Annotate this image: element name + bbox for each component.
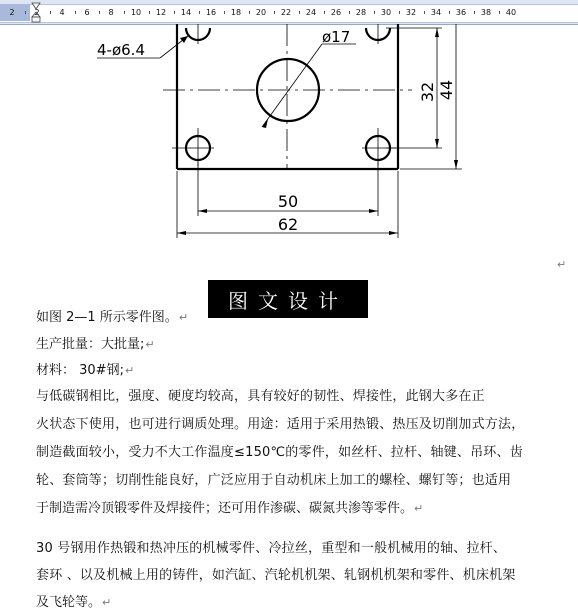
- dim50-arrow-left: [198, 209, 207, 213]
- ruler-minor-tick: [349, 11, 350, 14]
- dim32-label: 32: [418, 81, 437, 103]
- dim50-arrow-right: [369, 209, 378, 213]
- ruler-minor-tick: [399, 11, 400, 14]
- ruler-tick-label: 4: [59, 8, 65, 17]
- body2-line-1: 30 号钢用作热锻和热冲压的机械零件、冷拉丝，重型和一般机械用的轴、拉杆、: [36, 541, 507, 556]
- body1-line-1: 与低碳钢相比，强度、硬度均较高，具有较好的韧性、焊接性，此钢大多在正: [36, 389, 485, 404]
- ruler-tick-label: 24: [305, 8, 317, 17]
- ruler-minor-tick: [149, 11, 150, 14]
- body1-line-4: 轮、套筒等；切削性能良好，广泛应用于自动机床上加工的螺栓、螺钉等；也适用: [36, 473, 512, 488]
- dim44-label: 44: [437, 79, 456, 101]
- ruler-minor-tick: [299, 11, 300, 14]
- ruler-tick-label: 38: [480, 8, 492, 17]
- dim62-arrow-left: [177, 231, 186, 235]
- ruler-minor-tick: [424, 11, 425, 14]
- ruler-tick-label: 2: [34, 8, 40, 17]
- ruler-minor-tick: [25, 11, 26, 14]
- intro-material-text: 材料： 30#钢;: [36, 363, 124, 378]
- intro-line-figure: [36, 306, 188, 325]
- body2-line-2: 套环 、以及机械上用的铸件，如汽缸、汽轮机机架、轧钢机机架和零件、机床机架: [36, 568, 516, 583]
- section-banner: 图文设计: [208, 280, 368, 318]
- ruler-tick-label: 40: [505, 8, 517, 17]
- paragraph-mark: ↵: [414, 502, 424, 515]
- paragraph-mark: ↵: [124, 364, 135, 377]
- ruler-tick-label: 2: [9, 8, 15, 17]
- dim62-label: 62: [277, 215, 299, 234]
- dim50-label: 50: [277, 192, 299, 211]
- body2-line-3-wrap: [36, 591, 111, 610]
- ruler-minor-tick: [374, 11, 375, 14]
- dim44-arrow-bottom: [454, 160, 458, 169]
- ruler-tick-label: 36: [455, 8, 467, 17]
- ruler-tick-label: 16: [205, 8, 217, 17]
- dim32-arrow-top: [435, 28, 439, 37]
- body1-line-5-wrap: [36, 497, 423, 516]
- horizontal-ruler[interactable]: [0, 0, 578, 25]
- ruler-minor-tick: [474, 11, 475, 14]
- center-hole-arrow: [262, 119, 268, 128]
- hole-leader-arrow: [180, 36, 188, 43]
- ruler-minor-tick: [75, 11, 76, 14]
- ruler-tick-label: 8: [108, 8, 114, 17]
- ruler-tick-label: 6: [84, 8, 90, 17]
- body1-line-5: 于制造需冷顶锻零件及焊接件；还可用作渗碳、碳氮共渗等零件。: [36, 501, 414, 516]
- intro-figure-text: 如图 2—1 所示零件图。: [36, 310, 178, 325]
- body1-line-3: 制造截面较小，受力不大工作温度≤150℃的零件，如丝杆、拉杆、轴键、吊环、齿: [36, 445, 523, 460]
- ruler-tick-label: 22: [280, 8, 292, 17]
- ruler-tick-label: 12: [155, 8, 167, 17]
- ruler-tick-label: 32: [405, 8, 417, 17]
- ruler-tick-label: 28: [355, 8, 367, 17]
- ruler-tick-label: 10: [130, 8, 142, 17]
- dim32-arrow-bottom: [435, 139, 439, 148]
- body1-line-2: 火状态下使用，也可进行调质处理。用途：适用于采用热锻、热压及切削加式方法，: [36, 417, 525, 432]
- ruler-minor-tick: [224, 11, 225, 14]
- ruler-minor-tick: [99, 11, 100, 14]
- ruler-minor-tick: [499, 11, 500, 14]
- ruler-tick-label: 26: [330, 8, 342, 17]
- ruler-tick-label: 30: [380, 8, 392, 17]
- paragraph-mark: ↵: [557, 258, 567, 271]
- paragraph-mark: ↵: [102, 596, 112, 609]
- intro-line-batch: [36, 333, 155, 352]
- ruler-minor-tick: [199, 11, 200, 14]
- ruler-minor-tick: [324, 11, 325, 14]
- hole-count-label: 4-ø6.4: [97, 41, 145, 59]
- ruler-tick-label: 34: [430, 8, 442, 17]
- center-hole-leader: [262, 44, 322, 127]
- ruler-tick-label: 18: [230, 8, 242, 17]
- paragraph-mark: ↵: [178, 311, 189, 324]
- ruler-minor-tick: [249, 11, 250, 14]
- ruler-tick-label: 14: [180, 8, 192, 17]
- part-drawing: [0, 24, 578, 264]
- paragraph-mark: ↵: [145, 338, 155, 351]
- dim62-arrow-right: [389, 231, 398, 235]
- ruler-minor-tick: [124, 11, 125, 14]
- ruler-tick-label: 20: [255, 8, 267, 17]
- ruler-minor-tick: [274, 11, 275, 14]
- center-hole-label: ø17: [322, 28, 351, 46]
- ruler-minor-tick: [50, 11, 51, 14]
- body2-line-3: 及飞轮等。: [36, 595, 102, 610]
- intro-line-material: [36, 359, 134, 378]
- ruler-minor-tick: [449, 11, 450, 14]
- intro-batch-text: 生产批量：大批量;: [36, 337, 145, 352]
- ruler-minor-tick: [174, 11, 175, 14]
